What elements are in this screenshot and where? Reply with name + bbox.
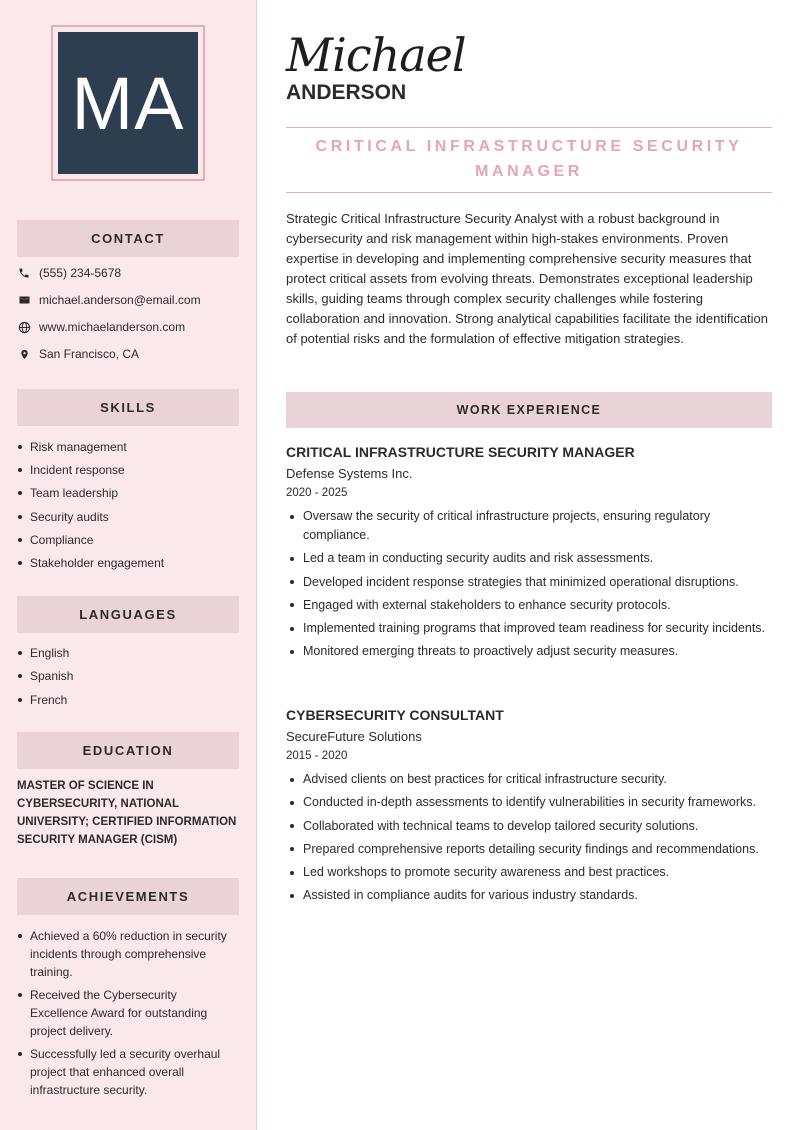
- job-dates: 2020 - 2025: [286, 487, 348, 499]
- job-bullet: Advised clients on best practices for critical infrastructure security.: [286, 770, 772, 789]
- job-company: SecureFuture Solutions: [286, 729, 422, 744]
- skill-item: Stakeholder engagement: [17, 554, 242, 572]
- contact-email: [17, 293, 201, 307]
- sidebar: [0, 0, 257, 1130]
- skill-item: Risk management: [17, 438, 242, 456]
- languages-heading: LANGUAGES: [17, 596, 239, 633]
- skill-item: Incident response: [17, 461, 242, 479]
- job-entry: [286, 707, 772, 910]
- monogram: MA: [58, 32, 198, 174]
- education-text: MASTER OF SCIENCE IN CYBERSECURITY, NATIONAL UNIVERSITY; CERTIFIED INFORMATION SECURITY MANAGER (CISM): [17, 780, 237, 846]
- contact-location: [17, 347, 139, 361]
- achievement-item: Successfully led a security overhaul project that enhanced overall infrastructure security.: [17, 1045, 232, 1099]
- job-bullet: Conducted in-depth assessments to identify vulnerabilities in security frameworks.: [286, 793, 772, 812]
- job-bullet: Developed incident response strategies that minimized operational disruptions.: [286, 573, 772, 592]
- language-item: English: [17, 644, 242, 662]
- job-bullet: Oversaw the security of critical infrastructure projects, ensuring regulatory compliance.: [286, 507, 772, 545]
- job-role: CYBERSECURITY CONSULTANT: [286, 707, 504, 723]
- skill-item: Security audits: [17, 508, 242, 526]
- job-bullet: Led workshops to promote security awareness and best practices.: [286, 863, 772, 882]
- job-bullet: Implemented training programs that improved team readiness for security incidents.: [286, 619, 772, 638]
- education-heading: EDUCATION: [17, 732, 239, 769]
- job-role: CRITICAL INFRASTRUCTURE SECURITY MANAGER: [286, 444, 635, 460]
- achievements-list: [17, 927, 232, 1099]
- job-dates: 2015 - 2020: [286, 750, 348, 762]
- summary: Strategic Critical Infrastructure Security Analyst with a robust background in cybersecurity and risk management within high-stakes environments. Proven expertise in developing and implementing comprehensive security measures that protect critical assets from evolving threats. Demonstrates exceptional leadership skills, guiding teams through complex security challenges while fostering collaboration and innovation. Strong analytical capabilities facilitate the identification of potential risks and the formulation of effective mitigation strategies.: [286, 211, 769, 346]
- achievements-heading: ACHIEVEMENTS: [17, 878, 239, 915]
- job-bullet: Assisted in compliance audits for various industry standards.: [286, 886, 772, 905]
- globe-icon: [17, 320, 31, 334]
- contact-location-text: San Francisco, CA: [39, 347, 140, 361]
- contact-website: [17, 320, 185, 334]
- mail-icon: [17, 293, 31, 307]
- contact-email-text: michael.anderson@email.com: [39, 293, 201, 307]
- location-pin-icon: [17, 347, 31, 361]
- title-divider-top: [286, 127, 772, 128]
- title-divider-bottom: [286, 192, 772, 193]
- language-item: Spanish: [17, 667, 242, 685]
- phone-icon: [17, 266, 31, 280]
- contact-phone-text: (555) 234-5678: [39, 266, 122, 280]
- job-bullets: [286, 770, 772, 905]
- contact-heading: CONTACT: [17, 220, 239, 257]
- job-bullets: [286, 507, 772, 661]
- work-experience-heading: WORK EXPERIENCE: [286, 392, 772, 428]
- contact-phone: [17, 266, 121, 280]
- skills-list: [17, 438, 242, 572]
- contact-website-text: www.michaelanderson.com: [39, 320, 186, 334]
- skill-item: Compliance: [17, 531, 242, 549]
- achievement-item: Received the Cybersecurity Excellence Award for outstanding project delivery.: [17, 986, 232, 1040]
- skills-heading: SKILLS: [17, 389, 239, 426]
- language-item: French: [17, 691, 242, 709]
- job-company: Defense Systems Inc.: [286, 466, 413, 481]
- last-name: ANDERSON: [286, 81, 407, 104]
- achievement-item: Achieved a 60% reduction in security incidents through comprehensive training.: [17, 927, 232, 981]
- job-bullet: Prepared comprehensive reports detailing security findings and recommendations.: [286, 840, 772, 859]
- languages-list: [17, 644, 242, 709]
- monogram-frame: [51, 25, 205, 181]
- job-title: CRITICAL INFRASTRUCTURE SECURITY MANAGER: [315, 138, 743, 180]
- job-bullet: Monitored emerging threats to proactively adjust security measures.: [286, 642, 772, 661]
- skill-item: Team leadership: [17, 484, 242, 502]
- first-name: Michael: [286, 28, 466, 82]
- job-bullet: Engaged with external stakeholders to enhance security protocols.: [286, 596, 772, 615]
- job-entry: [286, 444, 772, 666]
- job-bullet: Collaborated with technical teams to develop tailored security solutions.: [286, 817, 772, 836]
- job-bullet: Led a team in conducting security audits and risk assessments.: [286, 549, 772, 568]
